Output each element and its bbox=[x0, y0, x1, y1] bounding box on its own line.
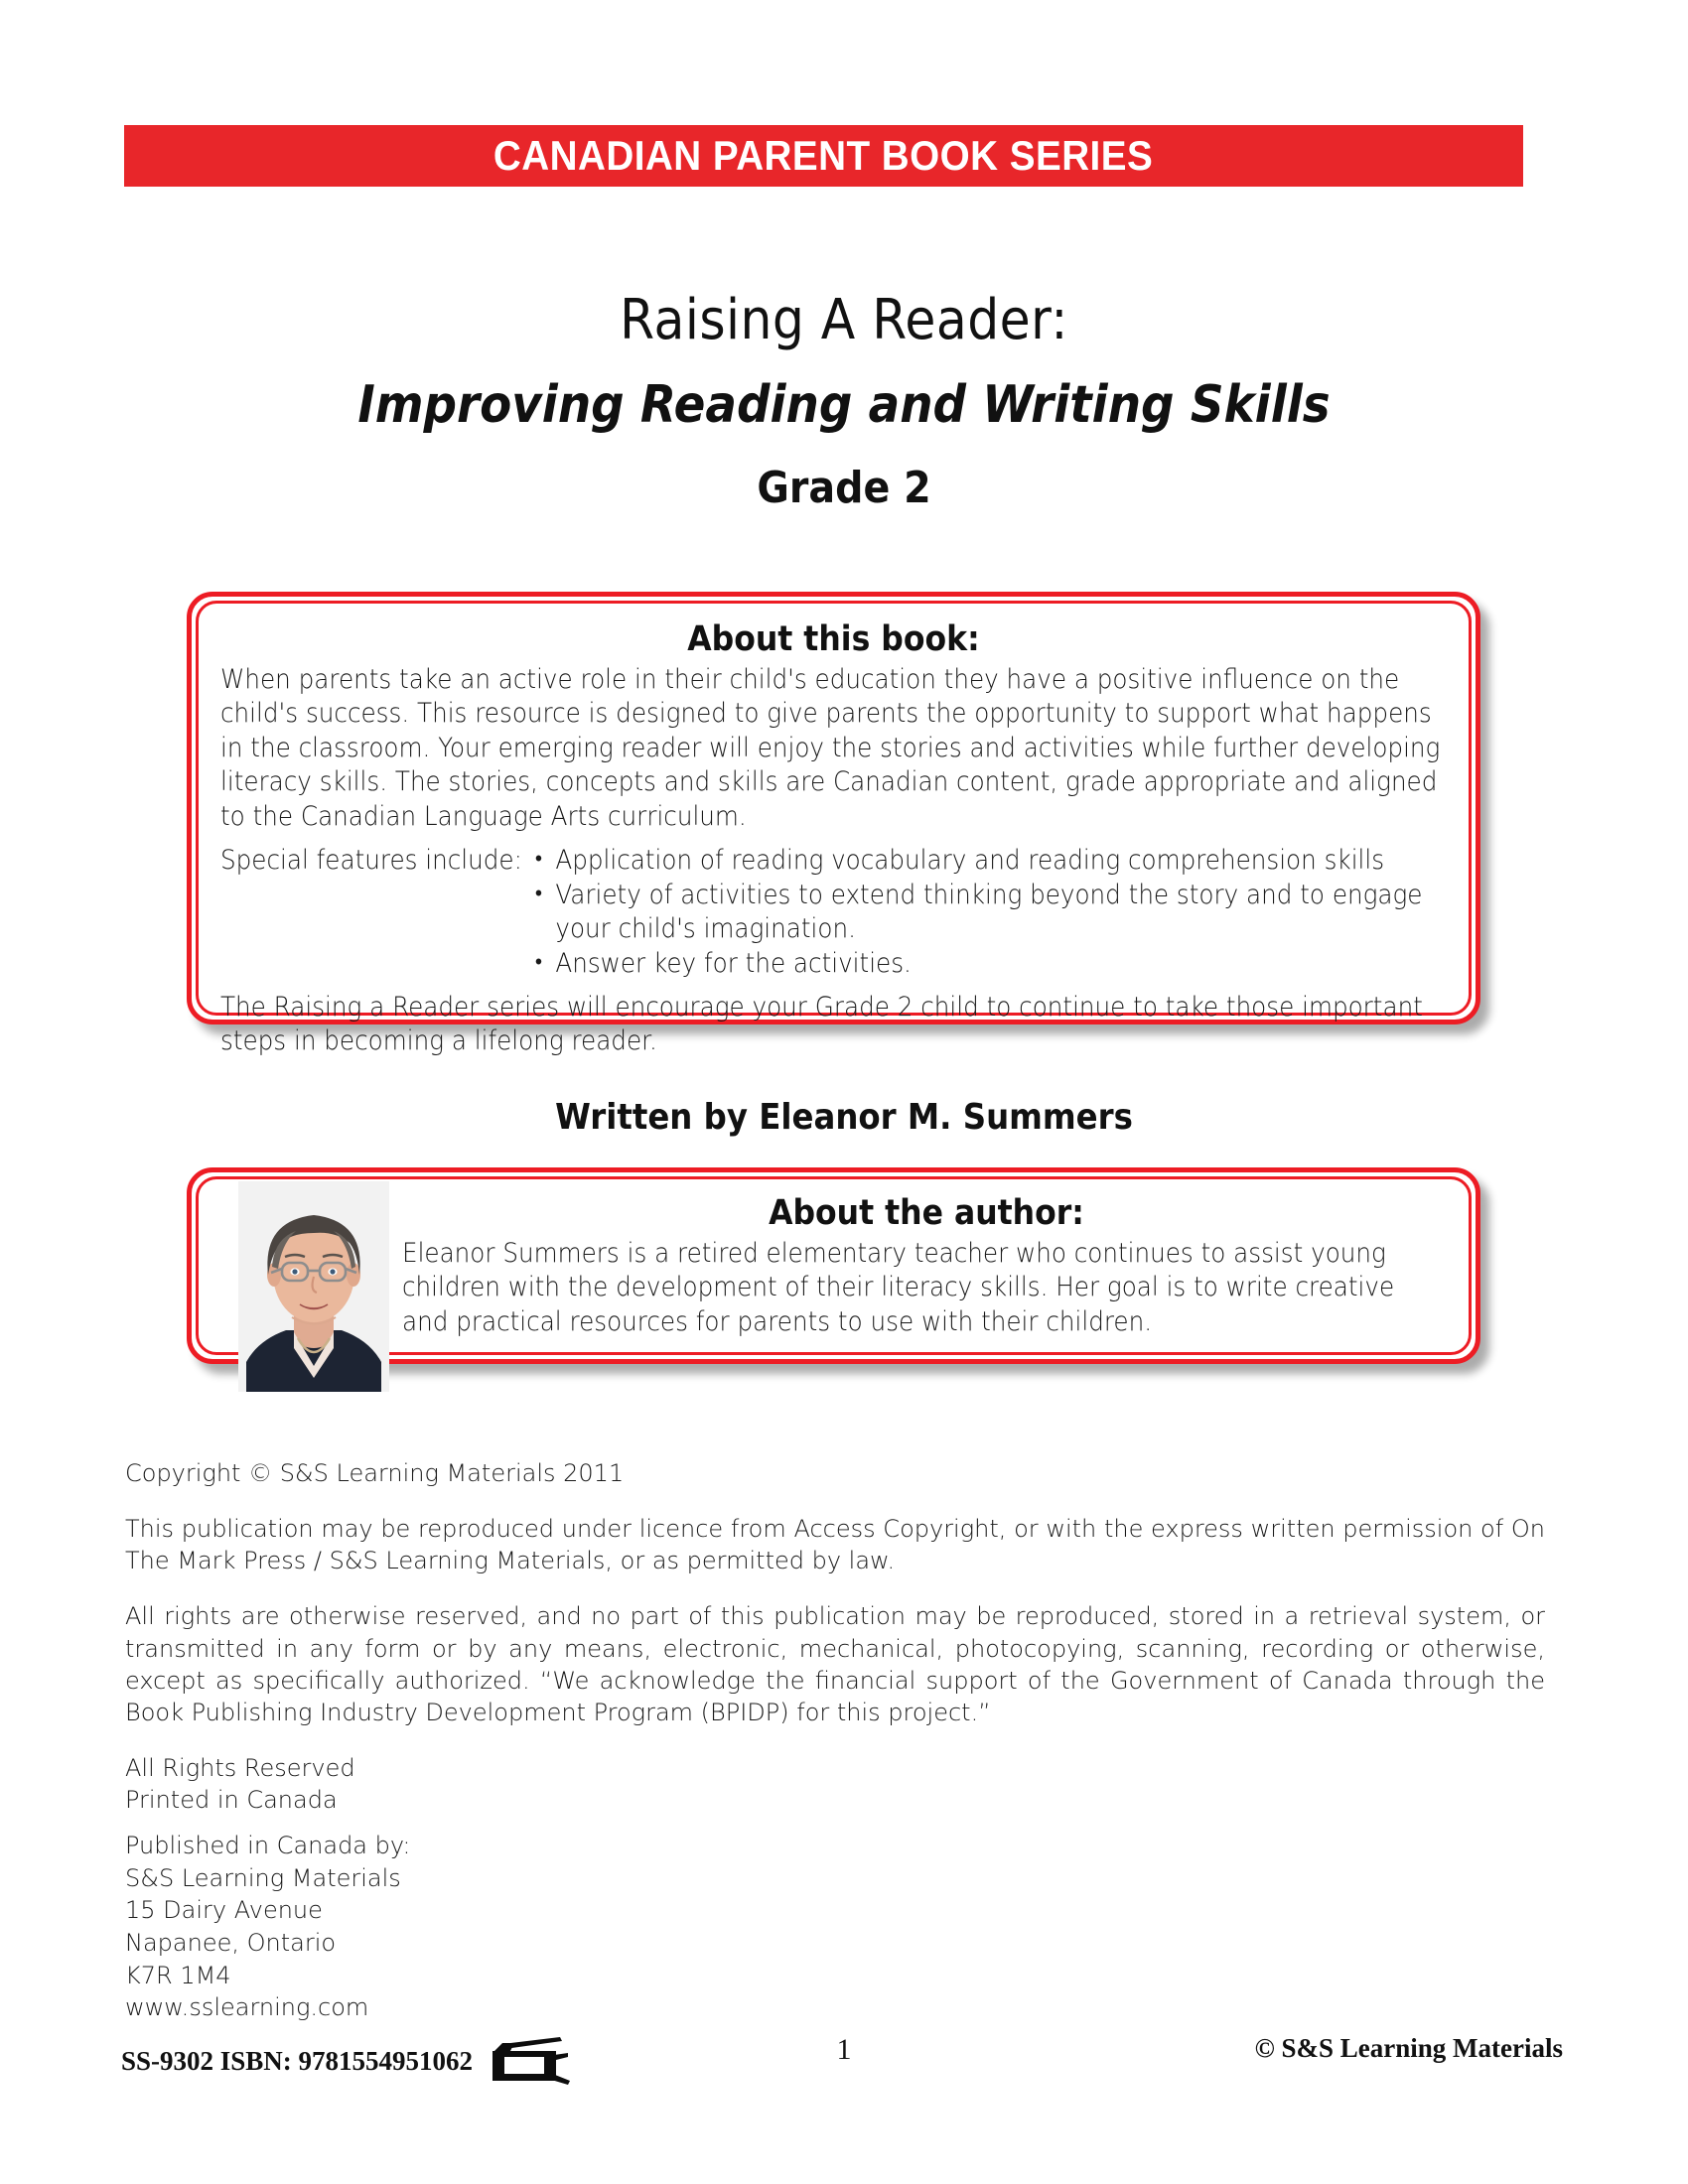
about-this-book-content bbox=[199, 604, 1469, 1057]
about-the-author-heading: About the author: bbox=[769, 1193, 1084, 1233]
legal-section bbox=[125, 1457, 1545, 1816]
list-item bbox=[535, 879, 1441, 947]
page-title: Raising A Reader: bbox=[620, 288, 1068, 352]
about-this-book-heading: About this book: bbox=[687, 619, 980, 659]
about-this-book-box bbox=[187, 592, 1480, 1057]
copyright-line: Copyright © S&S Learning Materials 2011 bbox=[125, 1459, 625, 1487]
list-item bbox=[535, 947, 1441, 981]
about-the-author-content bbox=[402, 1191, 1451, 1339]
about-this-book-paragraph: When parents take an active role in their child's education they have a positive influence on the child's success. This resource is designed to give parents the opportunity to support what happens in the classroom. Your emerging reader will enjoy the stories and activities while further developing literacy skills. The stories, concepts and skills are Canadian content, grade appropriate and aligned to the Canadian Language Arts curriculum. bbox=[220, 664, 1441, 832]
page-footer bbox=[0, 2033, 1688, 2079]
page-subtitle: Improving Reading and Writing Skills bbox=[357, 374, 1331, 435]
address-line-company: S&S Learning Materials bbox=[125, 1863, 401, 1892]
publisher-address bbox=[125, 1830, 410, 2024]
bullet-icon: • bbox=[534, 847, 543, 873]
series-banner bbox=[124, 125, 1523, 187]
special-features bbox=[220, 844, 1441, 981]
address-line-street: 15 Dairy Avenue bbox=[125, 1896, 323, 1925]
avatar bbox=[238, 1181, 389, 1392]
list-item bbox=[535, 844, 1441, 878]
licence-paragraph: This publication may be reproduced under licence from Access Copyright, or with the express written permission of On The Mark Press / S&S Learning Materials, or as permitted by law. bbox=[125, 1515, 1545, 1575]
address-line-postal-code: K7R 1M4 bbox=[125, 1961, 231, 1989]
address-line-published-by: Published in Canada by: bbox=[125, 1832, 411, 1859]
about-this-book-closing: The Raising a Reader series will encourage your Grade 2 child to continue to take those important steps in becoming a lifelong reader. bbox=[220, 991, 1423, 1057]
all-rights-reserved: All Rights Reserved bbox=[125, 1754, 355, 1783]
list-item-label: Application of reading vocabulary and reading comprehension skills bbox=[555, 845, 1385, 877]
address-line-city: Napanee, Ontario bbox=[125, 1928, 337, 1957]
about-the-author-inner-border bbox=[196, 1176, 1472, 1355]
author-bio: Eleanor Summers is a retired elementary teacher who continues to assist young children with the development of their literacy skills. Her goal is to write creative and practical resources for parents to use with their children. bbox=[402, 1238, 1395, 1337]
about-the-author-box bbox=[187, 1167, 1480, 1364]
series-banner-text: CANADIAN PARENT BOOK SERIES bbox=[493, 132, 1154, 179]
special-features-list bbox=[535, 844, 1441, 981]
bullet-icon: • bbox=[534, 881, 543, 906]
list-item-label: Variety of activities to extend thinking beyond the story and to engage your child's imagination. bbox=[555, 879, 1423, 945]
list-item-label: Answer key for the activities. bbox=[555, 947, 912, 979]
special-features-label: Special features include: bbox=[220, 845, 522, 877]
page-number: 1 bbox=[836, 2033, 852, 2066]
about-this-book-text bbox=[220, 663, 1441, 1059]
title-block bbox=[0, 290, 1688, 513]
isbn-text: SS-9302 ISBN: 9781554951062 bbox=[121, 2045, 474, 2076]
address-line-website[interactable]: www.sslearning.com bbox=[125, 1993, 369, 2022]
bullet-icon: • bbox=[534, 949, 543, 975]
printed-in-canada: Printed in Canada bbox=[125, 1786, 338, 1815]
rights-paragraph: All rights are otherwise reserved, and no part of this publication may be reproduced, stored in a retrieval system, or transmitted in any form or by any means, electronic, mechanical, photocopying, scanning, recording or otherwise, except as specifically authorized. “We acknowledge the financial support of the Government of Canada through the Book Publishing Industry Development Program (BPIDP) for this project.” bbox=[125, 1602, 1545, 1726]
grade-level: Grade 2 bbox=[757, 462, 931, 513]
about-the-author-text bbox=[402, 1237, 1446, 1339]
about-this-book-inner-border bbox=[196, 601, 1472, 1057]
written-by-line: Written by Eleanor M. Summers bbox=[555, 1097, 1133, 1138]
footer-copyright: © S&S Learning Materials bbox=[1254, 2033, 1563, 2063]
author-portrait-image bbox=[238, 1181, 389, 1392]
